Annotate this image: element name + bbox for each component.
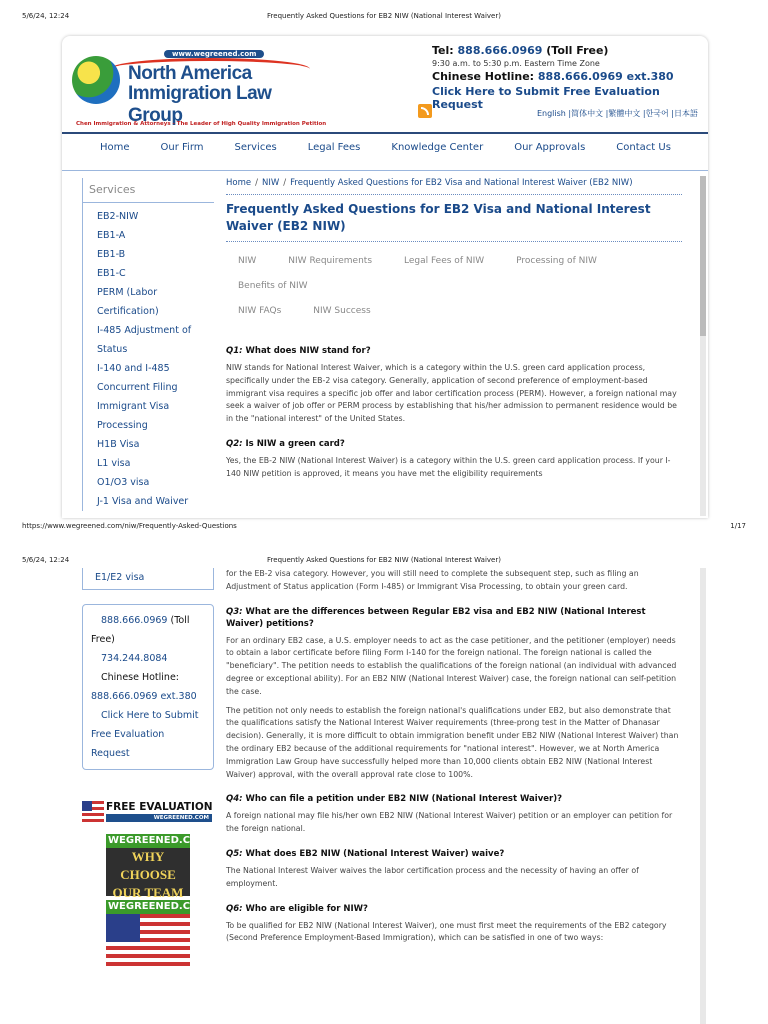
breadcrumb-niw[interactable]: NIW [261, 178, 280, 188]
sidebar-item-i485[interactable]: I-485 Adjustment of [97, 325, 192, 336]
tel-number[interactable]: 888.666.0969 [457, 44, 543, 57]
why-choose-text: WHY CHOOSE OUR TEAM [112, 849, 184, 900]
contact-tel-suffix: (Toll [170, 615, 190, 626]
faq-question-text: What does EB2 NIW (National Interest Waiver) waive? [245, 848, 505, 859]
hotline-number[interactable]: 888.666.0969 ext.380 [537, 70, 674, 83]
tab-benefits[interactable]: Benefits of NIW [238, 281, 308, 291]
contact-tel[interactable] [91, 611, 205, 630]
faq-question [226, 438, 682, 450]
main-content-continued [226, 568, 682, 945]
nav-home[interactable]: Home [100, 142, 130, 153]
sidebar [82, 178, 214, 511]
faq-answer: To be qualified for EB2 NIW (National Interest Waiver), one must first meet the requirements of the EB2 category (Second Preference Employment-Based Immigration), which can be satisfied in one of two ways: [226, 920, 667, 943]
main-content [226, 178, 682, 481]
faq-question-text: Who are eligible for NIW? [245, 903, 368, 914]
faq-question [226, 848, 682, 860]
faq-question [226, 793, 682, 805]
tab-niw-success[interactable]: NIW Success [313, 306, 371, 316]
contact-hotline[interactable]: 888.666.0969 ext.380 [91, 691, 197, 702]
print-page-number: 1/17 [730, 522, 746, 530]
contact-tel-number: 888.666.0969 [101, 615, 168, 626]
sidebar-item-eb2-niw[interactable]: EB2-NIW [97, 211, 139, 222]
header-contact [432, 44, 704, 111]
sidebar-item-o1[interactable]: O1/O3 visa [97, 477, 150, 488]
print-title: Frequently Asked Questions for EB2 NIW (National Interest Waiver) [267, 556, 501, 564]
tab-legal-fees[interactable]: Legal Fees of NIW [404, 256, 485, 266]
sidebar-item-i485-cont[interactable]: Status [97, 344, 128, 355]
sidebar-item-eb1-a[interactable]: EB1-A [97, 230, 126, 241]
tab-niw-requirements[interactable]: NIW Requirements [288, 256, 373, 266]
faq-answer: A foreign national may file his/her own EB2 NIW (National Interest Waiver) petition or an employer can petition for the foreign national. [226, 811, 673, 834]
faq-answer-continued: for the EB-2 visa category. However, you will still need to complete the subsequent step, such as filing an Adjustment of Status application (Form I-485) or Immigrant Visa Processing, to obtain your green card. [226, 569, 639, 591]
sidebar-item-i140[interactable]: I-140 and I-485 [97, 363, 170, 374]
faq-number: Q4: [226, 794, 243, 805]
sidebar-item-perm-cont[interactable]: Certification) [97, 306, 159, 317]
tab-processing[interactable]: Processing of NIW [516, 256, 597, 266]
sidebar-divider [83, 202, 214, 203]
contact-cta-1[interactable]: Click Here to Submit [101, 710, 199, 721]
scrollbar[interactable] [700, 568, 706, 1024]
globe-icon [72, 56, 120, 104]
tab-niw[interactable]: NIW [238, 256, 257, 266]
phone-line [432, 44, 704, 57]
faq-number: Q5: [226, 848, 243, 859]
faq-question-text: What are the differences between Regular EB2 visa and EB2 NIW (National Interest Waiver) petitions? [226, 606, 646, 629]
faq-answer: Yes, the EB-2 NIW (National Interest Waiver) is a category within the U.S. green card application process. If your I-140 NIW petition is approved, it means you have met the eligibility requirements [226, 455, 671, 478]
contact-hotline-label: Chinese Hotline: [101, 672, 179, 683]
contact-alt-tel[interactable]: 734.244.8084 [101, 653, 168, 664]
scrollbar-thumb[interactable] [700, 176, 706, 336]
print-date: 5/6/24, 12:24 [22, 12, 70, 20]
breadcrumb-divider [226, 194, 682, 195]
logo-tagline: Chen Immigration & Attorneys - The Leader of High Quality Immigration Petition [76, 121, 327, 127]
contact-cta-3[interactable]: Request [91, 748, 130, 759]
sidebar-item-l1[interactable]: L1 visa [97, 458, 131, 469]
wegreened-label: WEGREENED.COM [108, 835, 209, 846]
free-evaluation-banner[interactable] [82, 801, 214, 823]
wegreened-flag-banner[interactable] [106, 900, 209, 966]
sidebar-item-label: E1/E2 visa [95, 572, 145, 583]
sidebar-item-eb1-b[interactable]: EB1-B [97, 249, 126, 260]
breadcrumb-current[interactable]: Frequently Asked Questions for EB2 Visa and National Interest Waiver (EB2 NIW) [290, 178, 633, 188]
faq-number: Q2: [226, 438, 243, 449]
faq-answer-paragraph-2: The petition not only needs to establish the foreign national's qualifications under EB2, but also demonstrate that the qualifications satisfy the National Interest Waiver requirements (three-prong test in the Matter of Dhanasar decision). Generally, it is more difficult to obtain immigration benefit under EB2 NIW (National Interest Waiver) than the ordinary EB2 because of the additional requirements for "national interest". However, we at North America Immigration Law Group have successfully helped more than 10,000 clients obtain EB2 NIW (National Interest Waiver) approval, with the overall approval rate close to 100%. [226, 705, 679, 779]
sidebar-item-ivp[interactable]: Immigrant Visa [97, 401, 170, 412]
rss-icon[interactable] [418, 104, 432, 118]
faq-answer: NIW stands for National Interest Waiver, which is a category within the U.S. green card application process, specifically under the EB-2 visa category. Generally, application of second preference of employment-based immigrant visa requires a specific job offer and labor certification process (PERM). However, a foreign national may seek a waiver of job offer or PERM process by establishing that his/her admission to permanent residence would be in the "national interest" of the United States. [226, 363, 677, 424]
page-title: Frequently Asked Questions for EB2 Visa and National Interest Waiver (EB2 NIW) [226, 202, 651, 233]
language-switcher[interactable]: English |简体中文 |繁體中文 |한국어 |日本語 [536, 109, 698, 118]
contact-tel-suffix-2: Free) [91, 634, 115, 645]
why-choose-banner[interactable] [106, 834, 209, 900]
web-page-continued [62, 568, 708, 1024]
nav-knowledge-center[interactable]: Knowledge Center [391, 142, 484, 153]
site-logo[interactable] [70, 48, 327, 130]
faq-answer: For an ordinary EB2 case, a U.S. employer needs to act as the case petitioner, and the petitioner (employer) needs to obtain a labor certificate before filing Form I-140 for the foreign national. The foreign national is called the "beneficiary". The petition needs to establish the qualifications of the foreign national (an individual with advanced degree or exceptional ability). For an EB2 NIW (National Interest Waiver) case, the foreign national can self-petition the case. [226, 635, 677, 696]
wegreened-label-2: WEGREENED.COM [108, 901, 209, 912]
logo-line-1: North America [128, 63, 252, 84]
sidebar-heading: Services [89, 183, 136, 196]
web-page [62, 36, 708, 518]
tel-label: Tel: [432, 44, 454, 57]
sidebar-item-i140-cont[interactable]: Concurrent Filing [97, 382, 178, 393]
faq-question [226, 606, 682, 630]
print-url: https://www.wegreened.com/niw/Frequently-Asked-Questions [22, 522, 237, 530]
contact-box [82, 604, 214, 770]
tab-niw-faqs[interactable]: NIW FAQs [238, 306, 282, 316]
breadcrumb-home[interactable]: Home [226, 178, 252, 188]
sidebar-item-j1[interactable]: J-1 Visa and Waiver [97, 496, 189, 507]
main-nav [62, 142, 708, 162]
us-flag-icon [82, 801, 104, 823]
breadcrumb: Home / NIW / Frequently Asked Questions for EB2 Visa and National Interest Waiver (EB2 NIW) [226, 178, 633, 188]
niw-subnav [226, 256, 682, 331]
faq-number: Q1: [226, 346, 243, 356]
faq-question [226, 903, 682, 915]
nav-legal-fees[interactable]: Legal Fees [307, 142, 361, 153]
free-evaluation-link[interactable]: Click Here to Submit Free Evaluation Request [432, 85, 660, 111]
header-divider [62, 132, 708, 134]
faq-number: Q3: [226, 606, 243, 617]
print-title: Frequently Asked Questions for EB2 NIW (National Interest Waiver) [267, 12, 501, 20]
sidebar-item-h1b[interactable]: H1B Visa [97, 439, 140, 450]
faq-question-text: What does NIW stand for? [245, 346, 371, 356]
nav-services[interactable]: Services [234, 142, 277, 153]
sidebar-continued [82, 568, 214, 912]
sidebar-item-eb1-c[interactable]: EB1-C [97, 268, 126, 279]
tel-suffix: (Toll Free) [546, 44, 609, 57]
title-divider [226, 241, 682, 242]
hotline-line [432, 70, 704, 83]
faq-question-text: Is NIW a green card? [245, 438, 345, 449]
faq-question-text: Who can file a petition under EB2 NIW (National Interest Waiver)? [245, 794, 563, 805]
nav-our-approvals[interactable]: Our Approvals [514, 142, 586, 153]
hotline-label: Chinese Hotline: [432, 70, 535, 83]
free-evaluation-url: WEGREENED.COM [106, 814, 212, 822]
nav-our-firm[interactable]: Our Firm [160, 142, 204, 153]
logo-line-2: Immigration Law Group [128, 83, 272, 126]
faq-number: Q6: [226, 903, 243, 914]
nav-divider [62, 170, 708, 171]
sidebar-item-ivp-cont[interactable]: Processing [97, 420, 148, 431]
faq-answer: The National Interest Waiver waives the labor certification process and the necessity of having an offer of employment. [226, 865, 639, 888]
sidebar-item-e1e2[interactable] [82, 568, 214, 590]
flag-canton [106, 914, 140, 942]
nav-contact-us[interactable]: Contact Us [616, 142, 671, 153]
scrollbar[interactable] [700, 176, 706, 516]
faq-question [226, 345, 682, 357]
free-evaluation-text: FREE EVALUATION [106, 801, 213, 813]
office-hours: 9:30 a.m. to 5:30 p.m. Eastern Time Zone [432, 59, 600, 68]
sidebar-item-perm[interactable]: PERM (Labor [97, 287, 158, 298]
logo-url: www.wegreened.com [164, 50, 264, 58]
print-date: 5/6/24, 12:24 [22, 556, 70, 564]
contact-cta-2[interactable]: Free Evaluation [91, 729, 165, 740]
